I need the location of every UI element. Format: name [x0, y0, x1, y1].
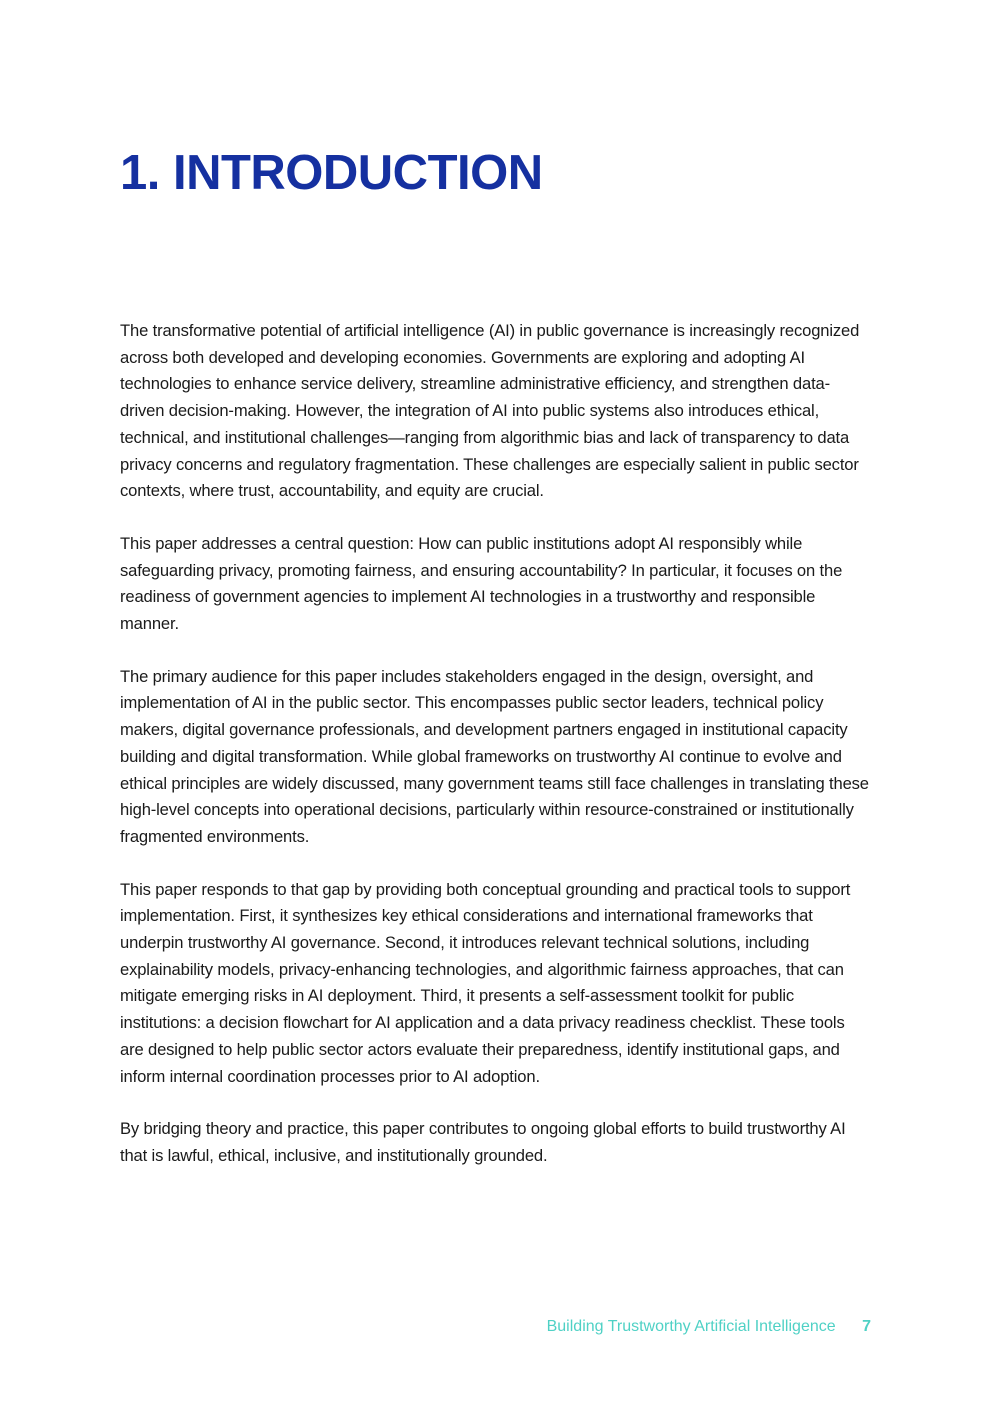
page-number: 7: [862, 1318, 871, 1335]
body-text: [120, 318, 872, 1196]
paragraph-audience: The primary audience for this paper includes stakeholders engaged in the design, oversight, and implementation of AI in the public sector. This encompasses public sector leaders, technical policy makers, digital governance professionals, and development partners engaged in institutional capacity building and digital transformation. While global frameworks on trustworthy AI continue to evolve and ethical principles are widely discussed, many government teams still face challenges in translating these high-level concepts into operational decisions, particularly within resource-constrained or institutionally fragmented environments.: [120, 666, 869, 846]
footer-document-title: Building Trustworthy Artificial Intelligence: [546, 1318, 836, 1335]
paragraph-contribution: This paper responds to that gap by providing both conceptual grounding and practical tools to support implementation. First, it synthesizes key ethical considerations and international frameworks that underpin trustworthy AI governance. Second, it introduces relevant technical solutions, including explainability models, privacy-enhancing technologies, and algorithmic fairness approaches, that can mitigate emerging risks in AI deployment. Third, it presents a self-assessment toolkit for public institutions: a decision flowchart for AI application and a data privacy readiness checklist. These tools are designed to help public sector actors evaluate their preparedness, identify institutional gaps, and inform internal coordination processes prior to AI adoption.: [120, 879, 851, 1086]
page-footer: [547, 1316, 871, 1338]
paragraph-intro: The transformative potential of artificial intelligence (AI) in public governance is increasingly recognized across both developed and developing economies. Governments are exploring and adopting AI technologies to enhance service delivery, streamline administrative efficiency, and strengthen data-driven decision-making. However, the integration of AI into public systems also introduces ethical, technical, and institutional challenges—ranging from algorithmic bias and lack of transparency to data privacy concerns and regulatory fragmentation. These challenges are especially salient in public sector contexts, where trust, accountability, and equity are crucial.: [120, 321, 860, 501]
paragraph-conclusion: By bridging theory and practice, this paper contributes to ongoing global efforts to build trustworthy AI that is lawful, ethical, inclusive, and institutionally grounded.: [120, 1119, 846, 1165]
section-title: 1. INTRODUCTION: [120, 146, 543, 200]
paragraph-question: This paper addresses a central question: How can public institutions adopt AI responsibly while safeguarding privacy, promoting fairness, and ensuring accountability? In particular, it focuses on the readiness of government agencies to implement AI technologies in a trustworthy and responsible manner.: [120, 533, 843, 634]
